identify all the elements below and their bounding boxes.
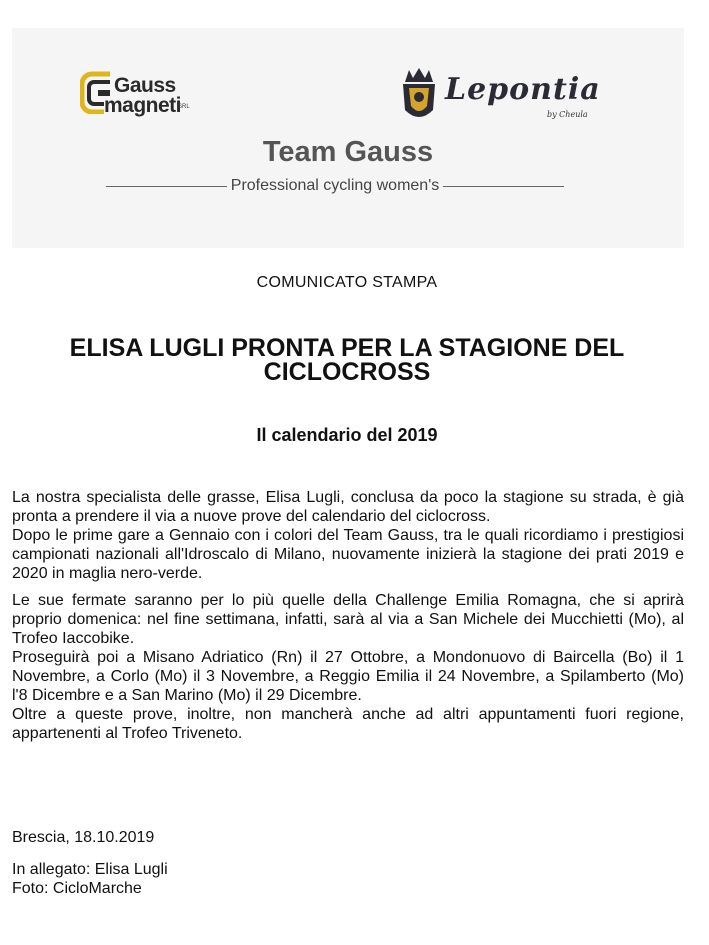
- lepontia-logo-text: Lepontia: [445, 72, 601, 107]
- headline: ELISA LUGLI PRONTA PER LA STAGIONE DEL CICLOCROSS: [69, 334, 625, 386]
- crest-icon: [397, 66, 441, 128]
- paragraph: Dopo le prime gare a Gennaio con i colori del Team Gauss, tra le quali ricordiamo i prestigiosi campionati nazionali all'Idroscalo di Milano, nuovamente inizierà la stagione dei prati 2019 e 2020 in maglia nero-verde.: [12, 527, 684, 582]
- magneti-logo-text: magneti: [104, 94, 182, 117]
- letterhead: [12, 28, 684, 248]
- paragraph: La nostra specialista delle grasse, Elisa Lugli, conclusa da poco la stagione su strada, è già pronta a prendere il via a nuove prove del calendario del ciclocross.: [12, 489, 684, 525]
- gauss-magneti-logo: [80, 68, 200, 128]
- closing-block: [12, 828, 168, 898]
- press-release-label: COMUNICATO STAMPA: [256, 274, 438, 291]
- paragraph: Proseguirà poi a Misano Adriatico (Rn) il 27 Ottobre, a Mondonuovo di Baircella (Bo) il 1 Novembre, a Corlo (Mo) il 3 Novembre, a Reggio Emilia il 24 Novembre, a Spilamberto (Mo) l'8 Dicembre e a San Marino (Mo) il 29 Dicembre.: [12, 649, 684, 704]
- tagline-rule-left: [106, 186, 227, 187]
- subheading: Il calendario del 2019: [256, 425, 438, 445]
- srl-suffix: SRL: [178, 104, 190, 110]
- gauss-logo-text: Gauss: [114, 74, 176, 97]
- tagline: Professional cycling women's: [230, 177, 440, 194]
- tagline-row: [106, 174, 564, 198]
- attachment-note: In allegato: Elisa Lugli: [12, 861, 168, 878]
- lepontia-by-text: by Cheula: [547, 110, 588, 119]
- paragraph: Le sue fermate saranno per lo più quelle della Challenge Emilia Romagna, che si aprirà proprio domenica: nel fine settimana, infatti, sarà al via a San Michele dei Mucchietti (Mo), al Trofeo Iaccobike.: [12, 592, 684, 647]
- place-date: Brescia, 18.10.2019: [12, 829, 155, 846]
- photo-credit: Foto: CicloMarche: [12, 880, 142, 897]
- body-text: [12, 488, 684, 751]
- team-title: Team Gauss: [262, 136, 434, 168]
- tagline-rule-right: [443, 186, 564, 187]
- lepontia-logo: [397, 66, 607, 136]
- paragraph: Oltre a queste prove, inoltre, non mancherà anche ad altri appuntamenti fuori regione, appartenenti al Trofeo Triveneto.: [12, 706, 684, 742]
